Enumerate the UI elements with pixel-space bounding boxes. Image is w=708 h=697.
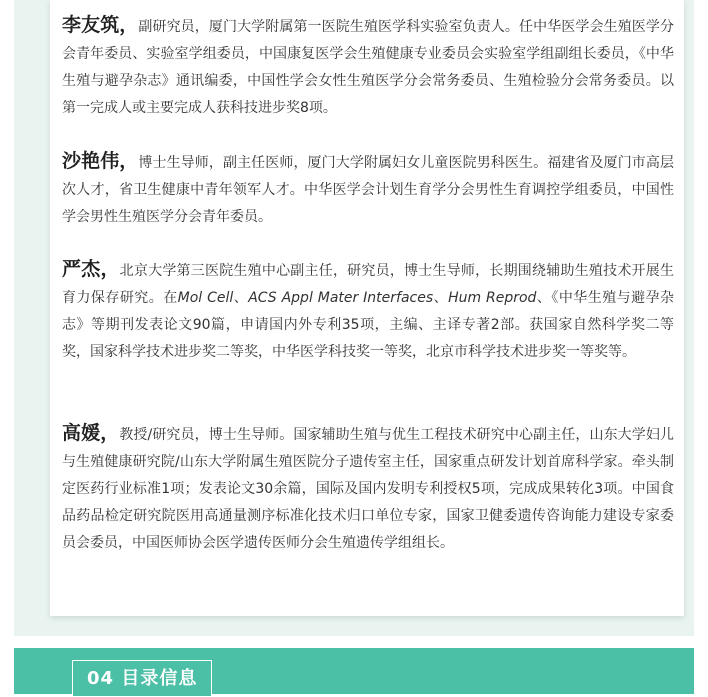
bio-li-youzhu bbox=[62, 12, 674, 122]
bio-name: 李友筑， bbox=[62, 14, 139, 36]
journal-name: Mol Cell bbox=[177, 290, 234, 306]
bio-card bbox=[50, 0, 684, 616]
bio-name: 沙艳伟， bbox=[62, 150, 139, 172]
bio-text: 北京大学第三医院生殖中心副主任，研究员，博士生导师，长期围绕辅助生殖技术开展生育力保存研究。在 bbox=[62, 263, 674, 306]
section-title: 04 目录信息 bbox=[72, 660, 212, 696]
bio-text: 、《中华生殖与避孕杂志》等期刊发表论文90篇，申请国内外专利35项，主编、主译专著2部。获国家自然科学奖二等奖，国家科学技术进步奖二等奖，中华医学科技奖一等奖，北京市科学技术进步奖一等奖等。 bbox=[62, 290, 675, 360]
journal-name: ACS Appl Mater Interfaces bbox=[248, 290, 434, 306]
bio-sha-yanwei bbox=[62, 148, 674, 231]
bio-gao-yuan bbox=[62, 420, 674, 557]
content-frame bbox=[14, 0, 694, 636]
bio-text: 教授/研究员，博士生导师。国家辅助生殖与优生工程技术研究中心副主任，山东大学妇儿与生殖健康研究院/山东大学附属生殖医院分子遗传室主任，国家重点研发计划首席科学家。牵头制定医药行业标准1项；发表论文30余篇，国际及国内发明专利授权5项，完成成果转化3项。中国食品药品检定研究院医用高通量测序标准化技术归口单位专家，国家卫健委遗传咨询能力建设专家委员会委员，中国医师协会医学遗传医师分会生殖遗传学组组长。 bbox=[62, 427, 674, 551]
journal-name: Hum Reprod bbox=[448, 290, 537, 306]
bio-text: 博士生导师，副主任医师，厦门大学附属妇女儿童医院男科医生。福建省及厦门市高层次人才，省卫生健康中青年领军人才。中华医学会计划生育学分会男性生育调控学组委员，中国性学会男性生殖医学分会青年委员。 bbox=[62, 155, 674, 225]
separator: 、 bbox=[233, 290, 249, 306]
bio-name: 高媛， bbox=[62, 422, 120, 444]
bio-yan-jie bbox=[62, 256, 674, 366]
bio-text: 副研究员，厦门大学附属第一医院生殖医学科实验室负责人。任中华医学会生殖医学分会青年委员、实验室学组委员，中国康复医学会生殖健康专业委员会实验室学组副组长委员，《中华生殖与避孕杂志》通讯编委，中国性学会女性生殖医学分会常务委员、生殖检验分会常务委员。以第一完成人或主要完成人获科技进步奖8项。 bbox=[62, 19, 674, 116]
section-header-bar bbox=[14, 648, 694, 694]
separator: 、 bbox=[433, 290, 449, 306]
bio-name: 严杰， bbox=[62, 258, 120, 280]
